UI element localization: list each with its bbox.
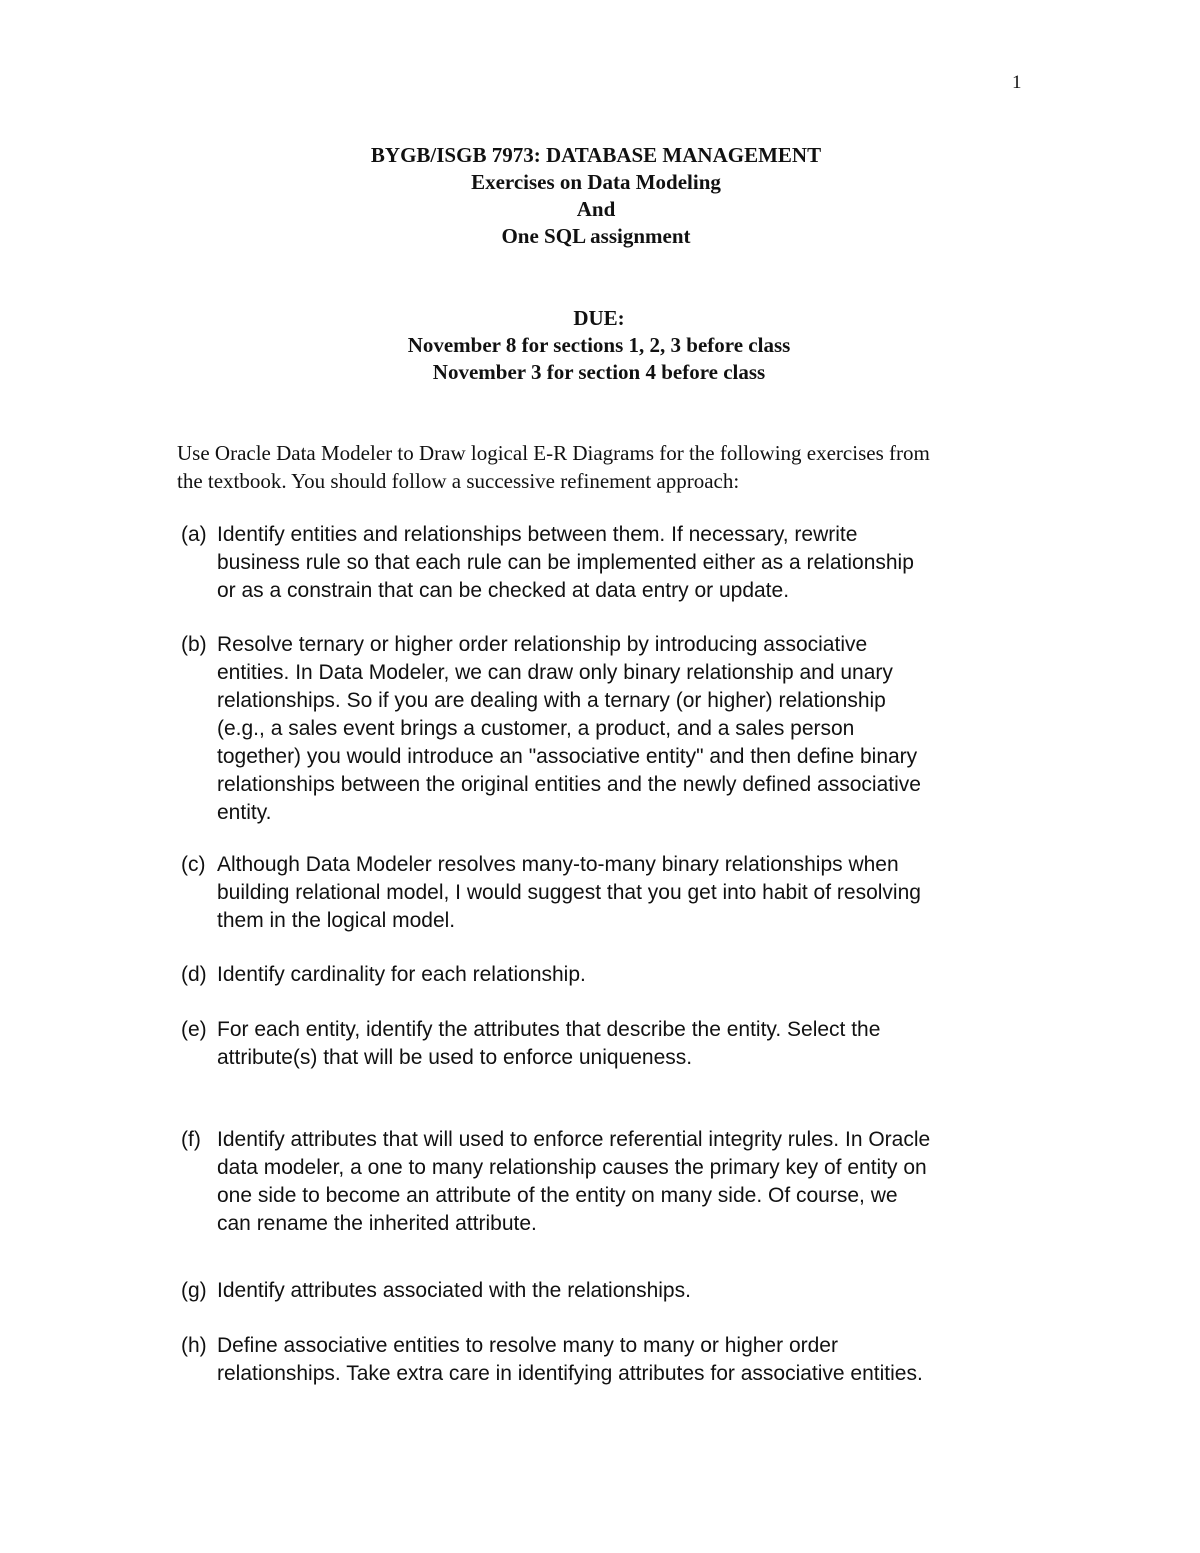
list-item-line: Identify cardinality for each relationship.	[217, 963, 586, 986]
list-item-line: entity.	[217, 801, 272, 824]
list-item-line: For each entity, identify the attributes that describe the entity. Select the	[217, 1018, 881, 1041]
list-item-line: Although Data Modeler resolves many-to-many binary relationships when	[217, 853, 899, 876]
assignment-title: Exercises on Data Modeling	[471, 170, 721, 194]
list-item-text	[217, 851, 1057, 935]
list-item-line: relationships between the original entities and the newly defined associative	[217, 773, 921, 796]
list-item-line: together) you would introduce an "associative entity" and then define binary	[217, 745, 918, 768]
list-item-line: Resolve ternary or higher order relationship by introducing associative	[217, 633, 868, 656]
list-item-line: business rule so that each rule can be implemented either as a relationship	[217, 551, 914, 574]
course-title: BYGB/ISGB 7973: DATABASE MANAGEMENT	[370, 143, 822, 167]
due-section-4: November 3 for section 4 before class	[432, 360, 766, 384]
list-item-text	[217, 521, 1057, 605]
title-conjunction: And	[576, 197, 616, 221]
list-item-line: data modeler, a one to many relationship causes the primary key of entity on	[217, 1156, 927, 1179]
list-marker: (e)	[181, 1018, 207, 1041]
assignment-subtitle: One SQL assignment	[501, 224, 691, 248]
document-title	[0, 142, 1192, 250]
list-item-text	[217, 1277, 1057, 1305]
list-item-text	[217, 1126, 1057, 1238]
list-marker: (h)	[181, 1334, 207, 1357]
due-date-block	[0, 305, 1198, 386]
list-item-line: or as a constrain that can be checked at data entry or update.	[217, 579, 790, 602]
list-item-text	[217, 631, 1057, 827]
list-item-text	[217, 961, 1057, 989]
list-item-line: Identify attributes that will used to enforce referential integrity rules. In Oracle	[217, 1128, 931, 1151]
list-marker: (c)	[181, 853, 206, 876]
list-item-line: entities. In Data Modeler, we can draw only binary relationship and unary	[217, 661, 893, 684]
due-sections-1-3: November 8 for sections 1, 2, 3 before class	[407, 333, 791, 357]
list-item-text	[217, 1332, 1057, 1388]
list-marker: (b)	[181, 633, 207, 656]
intro-paragraph	[177, 439, 1047, 495]
list-item-line: relationships. So if you are dealing with a ternary (or higher) relationship	[217, 689, 886, 712]
list-item-line: them in the logical model.	[217, 909, 456, 932]
list-marker: (f)	[181, 1128, 201, 1151]
list-marker: (a)	[181, 523, 207, 546]
list-item-line: (e.g., a sales event brings a customer, a product, and a sales person	[217, 717, 855, 740]
due-heading: DUE:	[573, 306, 625, 330]
list-item-line: Define associative entities to resolve many to many or higher order	[217, 1334, 838, 1357]
list-marker: (g)	[181, 1279, 207, 1302]
list-item-line: building relational model, I would suggest that you get into habit of resolving	[217, 881, 921, 904]
list-item-line: attribute(s) that will be used to enforce uniqueness.	[217, 1046, 693, 1069]
page-number: 1	[1012, 72, 1022, 93]
list-item-line: Identify entities and relationships between them. If necessary, rewrite	[217, 523, 858, 546]
list-item-line: can rename the inherited attribute.	[217, 1212, 537, 1235]
list-item-text	[217, 1016, 1057, 1072]
list-item-line: one side to become an attribute of the entity on many side. Of course, we	[217, 1184, 898, 1207]
list-marker: (d)	[181, 963, 207, 986]
list-item-line: Identify attributes associated with the relationships.	[217, 1279, 691, 1302]
list-item-line: relationships. Take extra care in identifying attributes for associative entities.	[217, 1362, 923, 1385]
intro-line: Use Oracle Data Modeler to Draw logical E-R Diagrams for the following exercises from	[177, 441, 930, 465]
intro-line: the textbook. You should follow a successive refinement approach:	[177, 469, 740, 493]
